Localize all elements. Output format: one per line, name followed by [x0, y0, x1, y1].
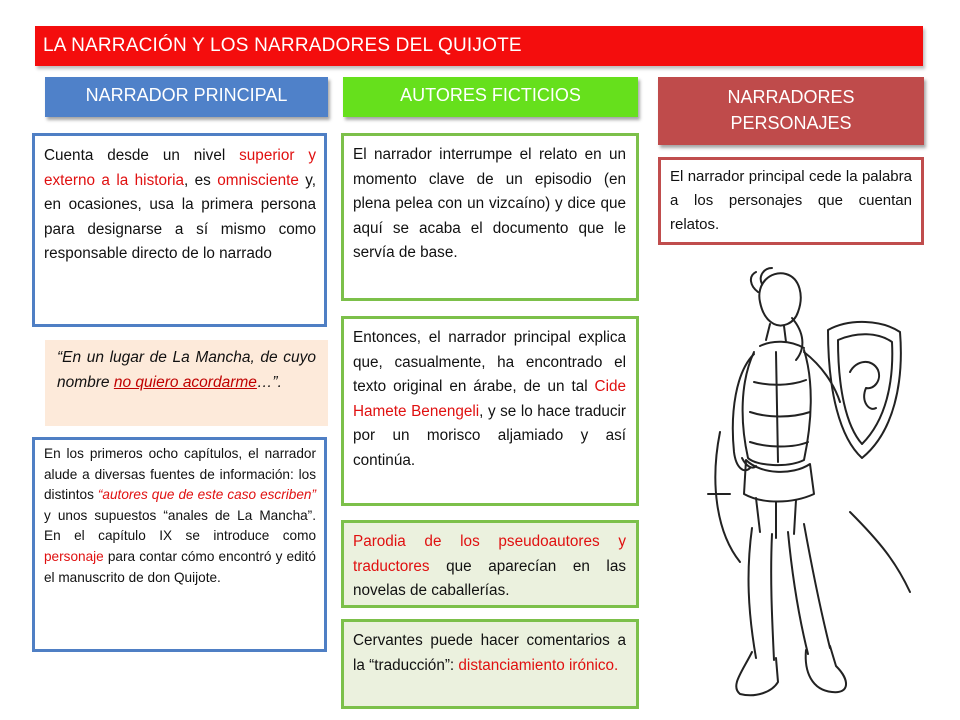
header-narrador-principal: NARRADOR PRINCIPAL [45, 77, 328, 117]
header-line-2: PERSONAJES [730, 113, 852, 133]
text: En los primeros ocho capítulos, el narrador alude a diversas fuentes de información: los distintos [44, 446, 316, 503]
don-quijote-illustration [700, 262, 922, 710]
header-line-1: NARRADORES [727, 87, 855, 107]
highlight-text: Cide Hamete Benengeli [353, 378, 626, 420]
highlight-text: superior y externo a la historia [44, 147, 316, 189]
principal-description [32, 133, 327, 327]
highlight-text: “autores que de este caso escriben” [97, 487, 316, 503]
quote-underlined: no quiero acordarme [113, 374, 257, 391]
fuentes-description [32, 437, 327, 652]
cervantes-description [341, 619, 639, 709]
quote-box [45, 340, 328, 426]
slide-title: LA NARRACIÓN Y LOS NARRADORES DEL QUIJOTE [35, 26, 923, 66]
header-autores-ficticios: AUTORES FICTICIOS [343, 77, 638, 117]
parodia-description [341, 520, 639, 608]
text: y unos supuestos “anales de La Mancha”. En el capítulo IX se introduce como [44, 507, 316, 544]
highlight-text: distanciamiento irónico. [458, 656, 619, 674]
text: Entonces, el narrador principal explica que, casualmente, ha encontrado el texto original en árabe, de un tal [353, 329, 626, 395]
text: , y se lo hace traducir por un morisco aljamiado y así continúa. [353, 402, 627, 469]
highlight-text: personaje [44, 548, 104, 564]
personajes-description: El narrador principal cede la palabra a los personajes que cuentan relatos. [658, 157, 924, 245]
interrumpe-description: El narrador interrumpe el relato en un momento clave de un episodio (en plena pelea con un vizcaíno) y dice que aquí se acaba el documento que le servía de base. [341, 133, 639, 301]
cide-hamete-description [341, 316, 639, 506]
text: , es [183, 171, 218, 189]
text: para contar cómo encontró y editó el manuscrito de don Quijote. [44, 548, 316, 585]
text: y, en ocasiones, usa la primera persona para designarse a sí mismo como responsable directo de lo narrado [44, 171, 317, 262]
text: Cervantes puede hacer comentarios a la “traducción”: [353, 632, 626, 674]
highlight-text: Parodia de los pseudoautores y traductores [353, 533, 626, 575]
text: Cuenta desde un nivel [44, 147, 240, 164]
quote-text: …”. [256, 374, 282, 391]
text: que aparecían en las novelas de caballerías. [353, 557, 626, 599]
highlight-text: omnisciente [217, 171, 299, 189]
quote-text: “En un lugar de La Mancha, de cuyo nombre [57, 349, 316, 391]
header-narradores-personajes [658, 77, 924, 145]
